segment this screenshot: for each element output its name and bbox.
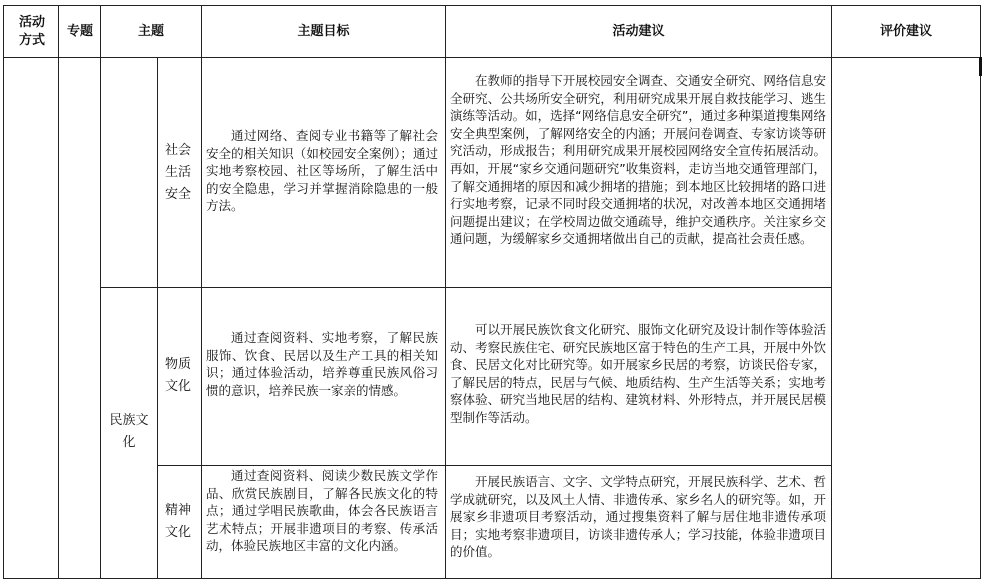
row2-suggestion: 可以开展民族饮食文化研究、服饰文化研究及设计制作等体验活动、考察民族住宅、研究民族地区富于特色的生产工具，开展中外饮食、民居文化对比研究等。如开展家乡民居的考察，访谈民俗专家，了解民居的特点，民居与气候、地质结构、生产生活等关系；实地考察体验、研究当地民居的结构、建筑材料、外形特点，并开展民居模型制作等活动。 [450,322,826,425]
col-border-4 [201,5,202,579]
header-theme: 主题 [137,23,164,39]
header-activity-mode: 活动方式 [18,15,45,48]
col-border-5 [445,5,446,579]
row3-suggestion: 开展民族语言、文字、文学特点研究，开展民族科学、艺术、哲学成就研究，以及风土人情、非遗传承、家乡名人的研究等。如，开展家乡非遗项目考察活动，通过搜集资料了解与居住地非遗传承项目；实地考察非遗项目，访谈非遗传承人；学习技能，体验非遗项目的价值。 [450,474,826,560]
row3-subtopic: 精神文化 [164,503,191,540]
group-top-border [100,287,158,288]
row1-bottom-border [157,287,831,288]
group-label: 民族文化 [109,413,149,450]
col-border-1 [58,5,59,579]
row3-goal: 通过查阅资料、阅读少数民族文学作品、欣赏民族剧目，了解各民族文化的特点；通过学唱民族歌曲，体会各民族语言艺术特点；开展非遗项目的考察、传承活动，体验民族地区丰富的文化内涵。 [206,468,438,554]
row1-subtopic: 社会生活安全 [164,143,191,202]
header-activity-suggestion: 活动建议 [612,23,665,39]
row2-goal: 通过查阅资料、实地考察，了解民族服饰、饮食、民居以及生产工具的相关知识；通过体验活动，培养尊重民族风俗习惯的意识，培养民族一家亲的情感。 [206,330,438,398]
row2-bottom-border [157,465,831,466]
row1-suggestion: 在教师的指导下开展校园安全调查、交通安全研究、网络信息安全研究、公共场所安全研究，利用研究成果开展自救技能学习、逃生演练等活动。如，选择“网络信息安全研究”，通过多种渠道搜集网络安全典型案例，了解网络安全的内涵；开展问卷调查、专家访谈等研究活动，形成报告；利用研究成果开展校园网络安全宣传拓展活动。再如，开展“家乡交通问题研究”收集资料，走访当地交通管理部门，了解交通拥堵的原因和减少拥堵的措施；到本地区比较拥堵的路口进行实地考察，记录不同时段交通拥堵的状况，对改善本地区交通拥堵问题提出建议；在学校周边做交通疏导，维护交通秩序。关注家乡交通问题，为缓解家乡交通拥堵做出自己的贡献，提高社会责任感。 [450,73,826,247]
header-theme-goal: 主题目标 [297,23,350,39]
col-border-6 [831,5,832,579]
row1-goal: 通过网络、查阅专业书籍等了解社会安全的相关知识（如校园安全案例）；通过实地考察校园、社区等场所，了解生活中的安全隐患，学习并掌握消除隐患的一般方法。 [206,128,438,214]
header-topic-special: 专题 [66,24,93,39]
col-border-3 [157,57,158,579]
header-bottom-border [3,57,981,58]
col-border-7 [980,5,981,579]
table-bottom-border [3,578,981,579]
row2-subtopic: 物质文化 [164,357,191,394]
header-evaluation-suggestion: 评价建议 [879,23,932,39]
col-border-0 [3,5,4,579]
edge-marker [979,57,982,76]
col-border-2 [100,5,101,579]
